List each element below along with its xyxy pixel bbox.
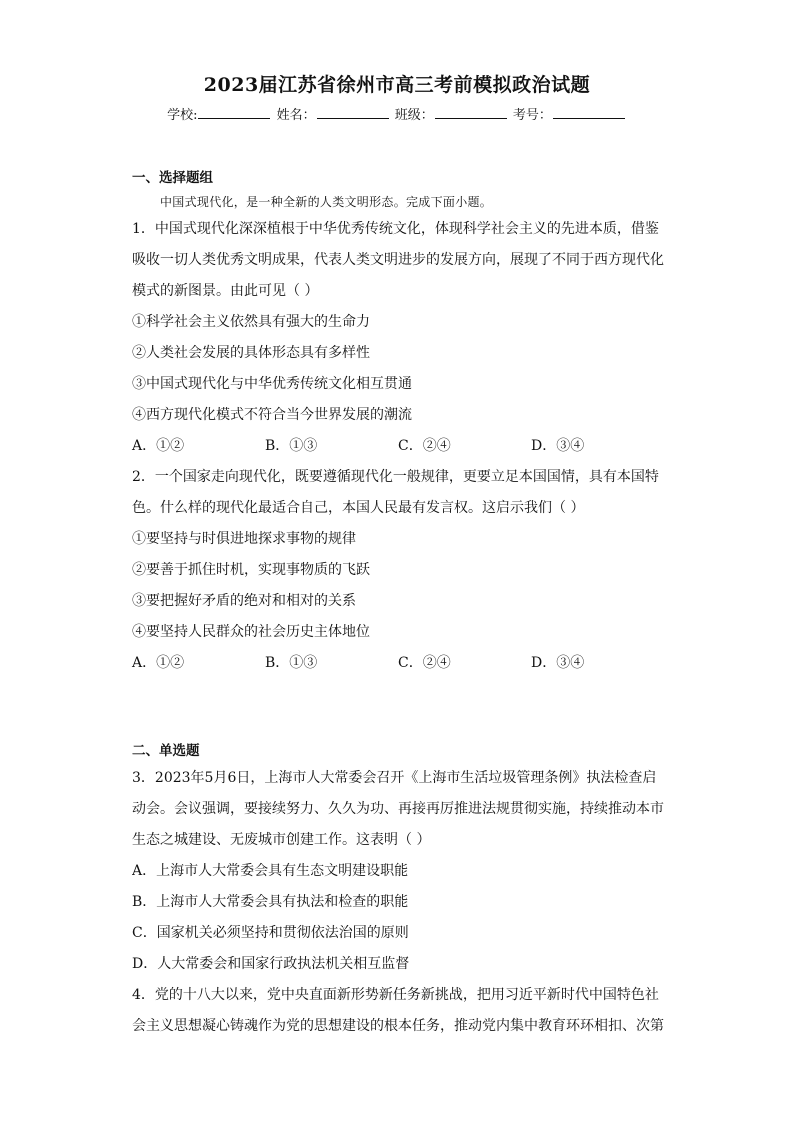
- name-blank[interactable]: [317, 106, 389, 119]
- statement: ④西方现代化模式不符合当今世界发展的潮流: [132, 407, 412, 423]
- school-label: 学校:: [167, 108, 198, 123]
- option-b[interactable]: B．①③: [265, 438, 318, 454]
- statement: ①要坚持与时俱进地探求事物的规律: [132, 531, 356, 547]
- class-blank[interactable]: [435, 106, 507, 119]
- statement: ③中国式现代化与中华优秀传统文化相互贯通: [132, 376, 412, 392]
- statement: ①科学社会主义依然具有强大的生命力: [132, 314, 370, 330]
- option-a[interactable]: A．①②: [132, 655, 185, 671]
- question-line: 会主义思想凝心铸魂作为党的思想建设的根本任务，推动党内集中教育环环相扣、次第: [132, 1018, 664, 1034]
- choice-c[interactable]: C．国家机关必须坚持和贯彻依法治国的原则: [132, 925, 409, 941]
- student-info-row: [0, 104, 794, 123]
- choice-b[interactable]: B．上海市人大常委会具有执法和检查的职能: [132, 894, 409, 910]
- exam-no-blank[interactable]: [553, 106, 625, 119]
- exam-title: 2023届江苏省徐州市高三考前模拟政治试题: [203, 74, 591, 96]
- statement: ③要把握好矛盾的绝对和相对的关系: [132, 593, 356, 609]
- exam-content: [132, 166, 664, 1042]
- section-gap: [132, 679, 664, 739]
- option-c[interactable]: C．②④: [398, 655, 451, 671]
- option-a[interactable]: A．①②: [132, 438, 185, 454]
- answer-options: [132, 648, 664, 679]
- question-line: 生态之城建设、无废城市创建工作。这表明（ ）: [132, 832, 431, 848]
- class-label: 班级：: [394, 108, 434, 123]
- statement: ④要坚持人民群众的社会历史主体地位: [132, 624, 370, 640]
- question-line: 模式的新图景。由此可见（ ）: [132, 283, 319, 299]
- school-blank[interactable]: [198, 106, 270, 119]
- option-b[interactable]: B．①③: [265, 655, 318, 671]
- choice-a[interactable]: A．上海市人大常委会具有生态文明建设职能: [132, 863, 409, 879]
- question-2: [132, 462, 664, 679]
- question-line: 3．2023年5月6日，上海市人大常委会召开《上海市生活垃圾管理条例》执法检查启: [132, 770, 657, 786]
- section-heading: 一、选择题组: [132, 170, 213, 186]
- question-line: 2．一个国家走向现代化，既要遵循现代化一般规律，更要立足本国国情，具有本国特: [132, 469, 659, 485]
- question-1: [132, 214, 664, 462]
- question-4: [132, 980, 664, 1042]
- statement: ②要善于抓住时机，实现事物质的飞跃: [132, 562, 370, 578]
- choice-d[interactable]: D．人大常委会和国家行政执法机关相互监督: [132, 956, 410, 972]
- answer-options: [132, 431, 664, 462]
- option-d[interactable]: D．③④: [531, 438, 585, 454]
- question-line: 吸收一切人类优秀文明成果，代表人类文明进步的发展方向，展现了不同于西方现代化: [132, 252, 664, 268]
- statement: ②人类社会发展的具体形态具有多样性: [132, 345, 370, 361]
- question-line: 4．党的十八大以来，党中央直面新形势新任务新挑战，把用习近平新时代中国特色社: [132, 987, 659, 1003]
- question-line: 色。什么样的现代化最适合自己，本国人民最有发言权。这启示我们（ ）: [132, 500, 585, 516]
- question-line: 动会。会议强调，要接续努力、久久为功、再接再厉推进法规贯彻实施，持续推动本市: [132, 801, 664, 817]
- option-c[interactable]: C．②④: [398, 438, 451, 454]
- question-3: [132, 763, 664, 980]
- section-intro: 中国式现代化，是一种全新的人类文明形态。完成下面小题。: [160, 195, 493, 209]
- exam-no-label: 考号：: [512, 108, 552, 123]
- name-label: 姓名：: [276, 108, 316, 123]
- section-heading: 二、单选题: [132, 743, 200, 759]
- option-d[interactable]: D．③④: [531, 655, 585, 671]
- question-line: 1．中国式现代化深深植根于中华优秀传统文化，体现科学社会主义的先进本质，借鉴: [132, 221, 659, 237]
